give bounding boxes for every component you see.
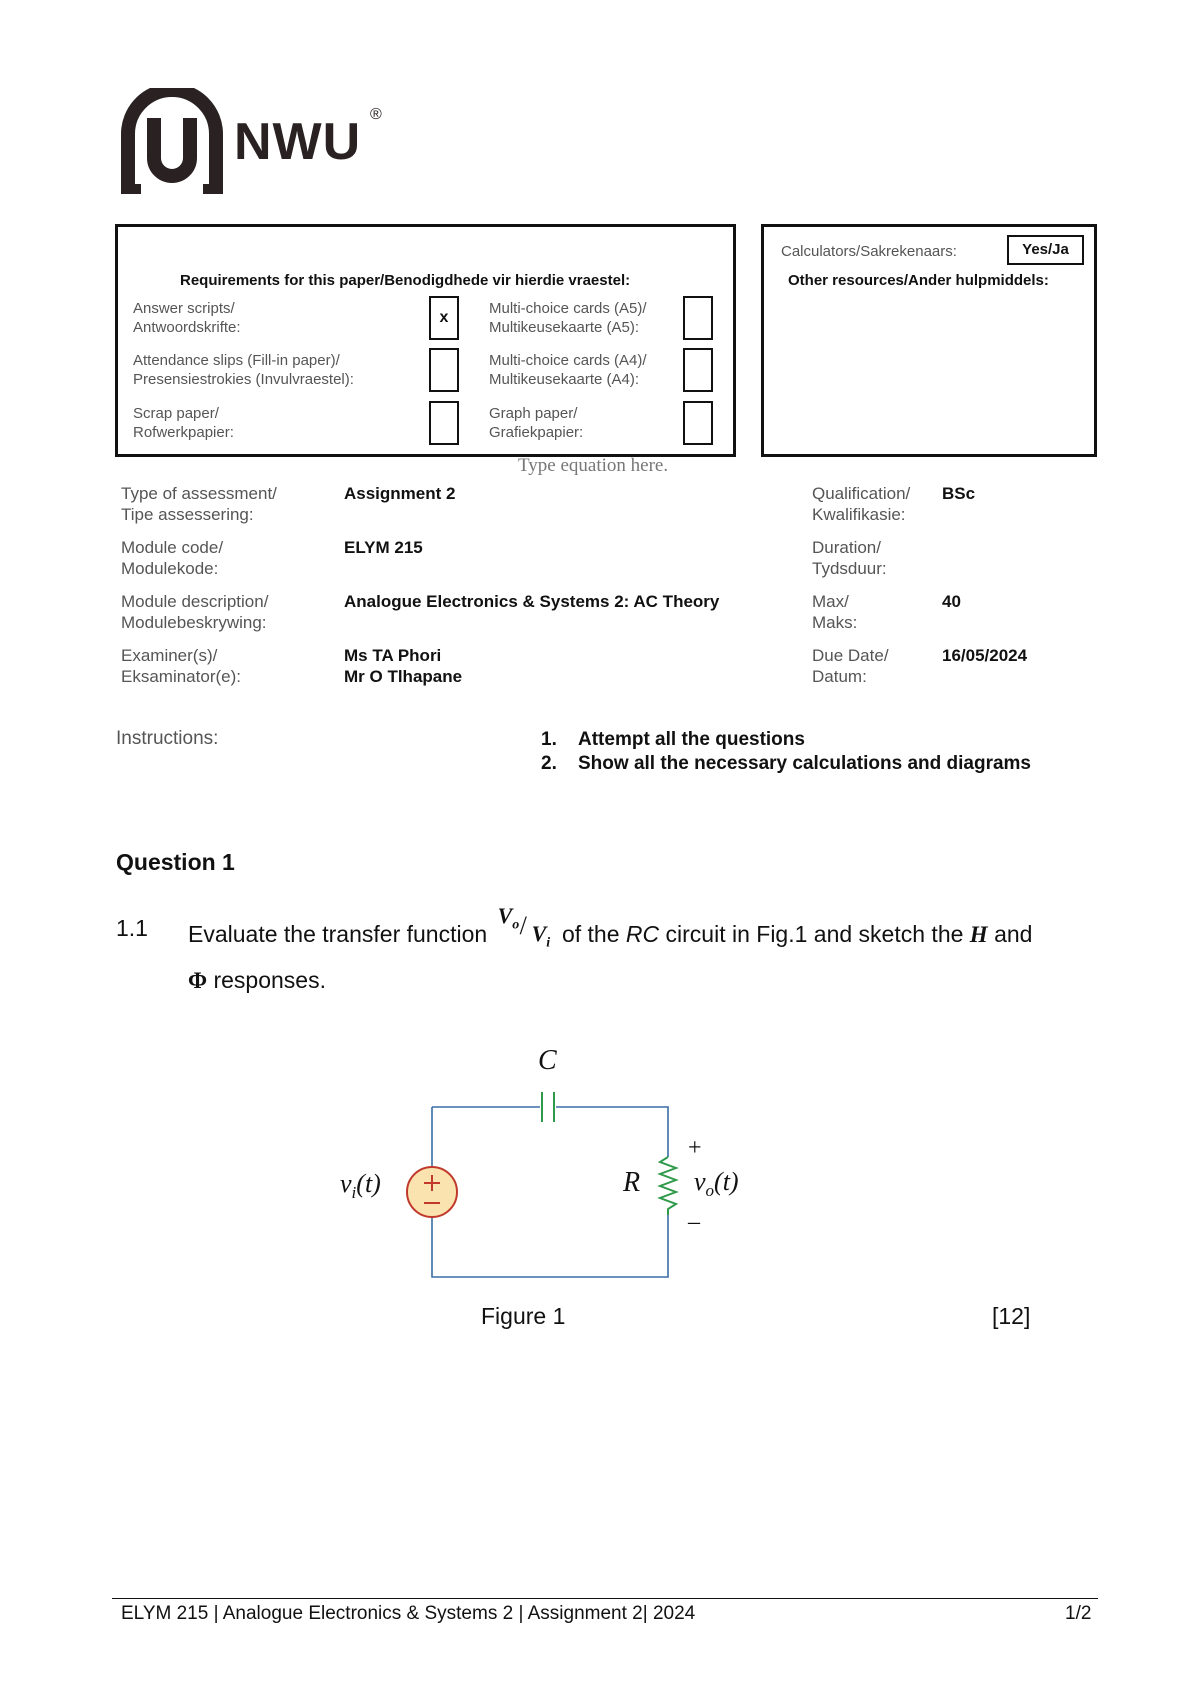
- requirements-box: [115, 224, 736, 457]
- examiner-value: Ms TA Phori Mr O Tlhapane: [344, 646, 463, 686]
- scrap-paper-checkbox[interactable]: [429, 401, 459, 445]
- req-mc-a5-label: Multi-choice cards (A5)/ Multikeusekaarte (A5):: [489, 300, 647, 336]
- requirements-title: Requirements for this paper/Benodigdhede vir hierdie vraestel:: [180, 272, 631, 289]
- figure-caption: Figure 1: [481, 1303, 566, 1329]
- logo-text: NWU: [234, 113, 362, 171]
- equation-placeholder[interactable]: Type equation here.: [518, 455, 669, 476]
- resistor-label: R: [623, 1167, 641, 1198]
- max-value: 40: [942, 592, 961, 611]
- type-value: Assignment 2: [344, 484, 456, 503]
- rc-circuit-diagram: [330, 1045, 770, 1285]
- instruction-item: 2.: [541, 753, 557, 774]
- graph-paper-checkbox[interactable]: [683, 401, 713, 445]
- output-voltage-label: $v_o(t)$: [694, 1167, 739, 1201]
- module-code-label: Module code/ Modulekode:: [121, 538, 224, 578]
- req-mc-a4-label: Multi-choice cards (A4)/ Multikeusekaarte (A4):: [489, 352, 647, 388]
- req-scrap-paper-label: Scrap paper/ Rofwerkpapier:: [133, 405, 234, 441]
- calculators-label: Calculators/Sakrekenaars:: [781, 243, 957, 260]
- mc-a4-checkbox[interactable]: [683, 348, 713, 392]
- question-number: 1.1: [116, 915, 148, 941]
- registered-mark: ®: [370, 106, 382, 123]
- module-desc-value: Analogue Electronics & Systems 2: AC Theory: [344, 592, 720, 611]
- output-plus-sign: +: [688, 1135, 702, 1161]
- duration-label: Duration/ Tydsduur:: [812, 538, 887, 578]
- max-label: Max/ Maks:: [812, 592, 858, 632]
- module-code-value: ELYM 215: [344, 538, 423, 557]
- calculators-box: [761, 224, 1097, 457]
- module-desc-label: Module description/ Modulebeskrywing:: [121, 592, 269, 632]
- type-label: Type of assessment/ Tipe assessering:: [121, 484, 277, 524]
- input-voltage-label: $v_i(t)$: [340, 1169, 381, 1203]
- capacitor-symbol: [542, 1092, 554, 1122]
- output-minus-sign: –: [688, 1209, 700, 1235]
- question-marks: [12]: [992, 1303, 1031, 1329]
- question-heading: Question 1: [116, 849, 235, 875]
- other-resources-label: Other resources/Ander hulpmiddels:: [788, 272, 1049, 289]
- transfer-fraction: $V_o$ / $V_i$: [497, 903, 551, 951]
- due-date-label: Due Date/ Datum:: [812, 646, 889, 686]
- instruction-item: 1.: [541, 729, 557, 750]
- req-graph-paper-label: Graph paper/ Grafiekpapier:: [489, 405, 584, 441]
- answer-scripts-checkbox[interactable]: x: [429, 296, 459, 340]
- footer-text: ELYM 215 | Analogue Electronics & Systems 2 | Assignment 2| 2024: [121, 1603, 696, 1624]
- page-number: 1/2: [1065, 1603, 1092, 1624]
- rc-circuit-schematic: [330, 1045, 770, 1285]
- req-attendance-label: Attendance slips (Fill-in paper)/ Presensiestrokies (Invulvraestel):: [133, 352, 354, 388]
- footer-divider: [112, 1598, 1098, 1599]
- resistor-symbol: [660, 1157, 676, 1215]
- qualification-label: Qualification/ Kwalifikasie:: [812, 484, 911, 524]
- qualification-value: BSc: [942, 484, 976, 503]
- req-answer-scripts-label: Answer scripts/ Antwoordskrifte:: [133, 300, 241, 336]
- question-text-line2: Φ responses.: [188, 967, 326, 993]
- calculators-value: Yes/Ja: [1007, 235, 1084, 265]
- due-date-value: 16/05/2024: [942, 646, 1028, 665]
- question-text-line1: Evaluate the transfer function $V_o$ / $V_i$ of the RC circuit in Fig.1 and sketch the H and: [188, 903, 1033, 951]
- instruction-text: Attempt all the questions: [578, 729, 805, 750]
- nwu-logo: [118, 88, 394, 198]
- capacitor-label: C: [538, 1045, 557, 1076]
- attendance-checkbox[interactable]: [429, 348, 459, 392]
- voltage-source-symbol: [407, 1167, 457, 1217]
- mc-a5-checkbox[interactable]: [683, 296, 713, 340]
- examiner-label: Examiner(s)/ Eksaminator(e):: [121, 646, 241, 686]
- instructions-label: Instructions:: [116, 728, 219, 749]
- instruction-text: Show all the necessary calculations and diagrams: [578, 753, 1032, 774]
